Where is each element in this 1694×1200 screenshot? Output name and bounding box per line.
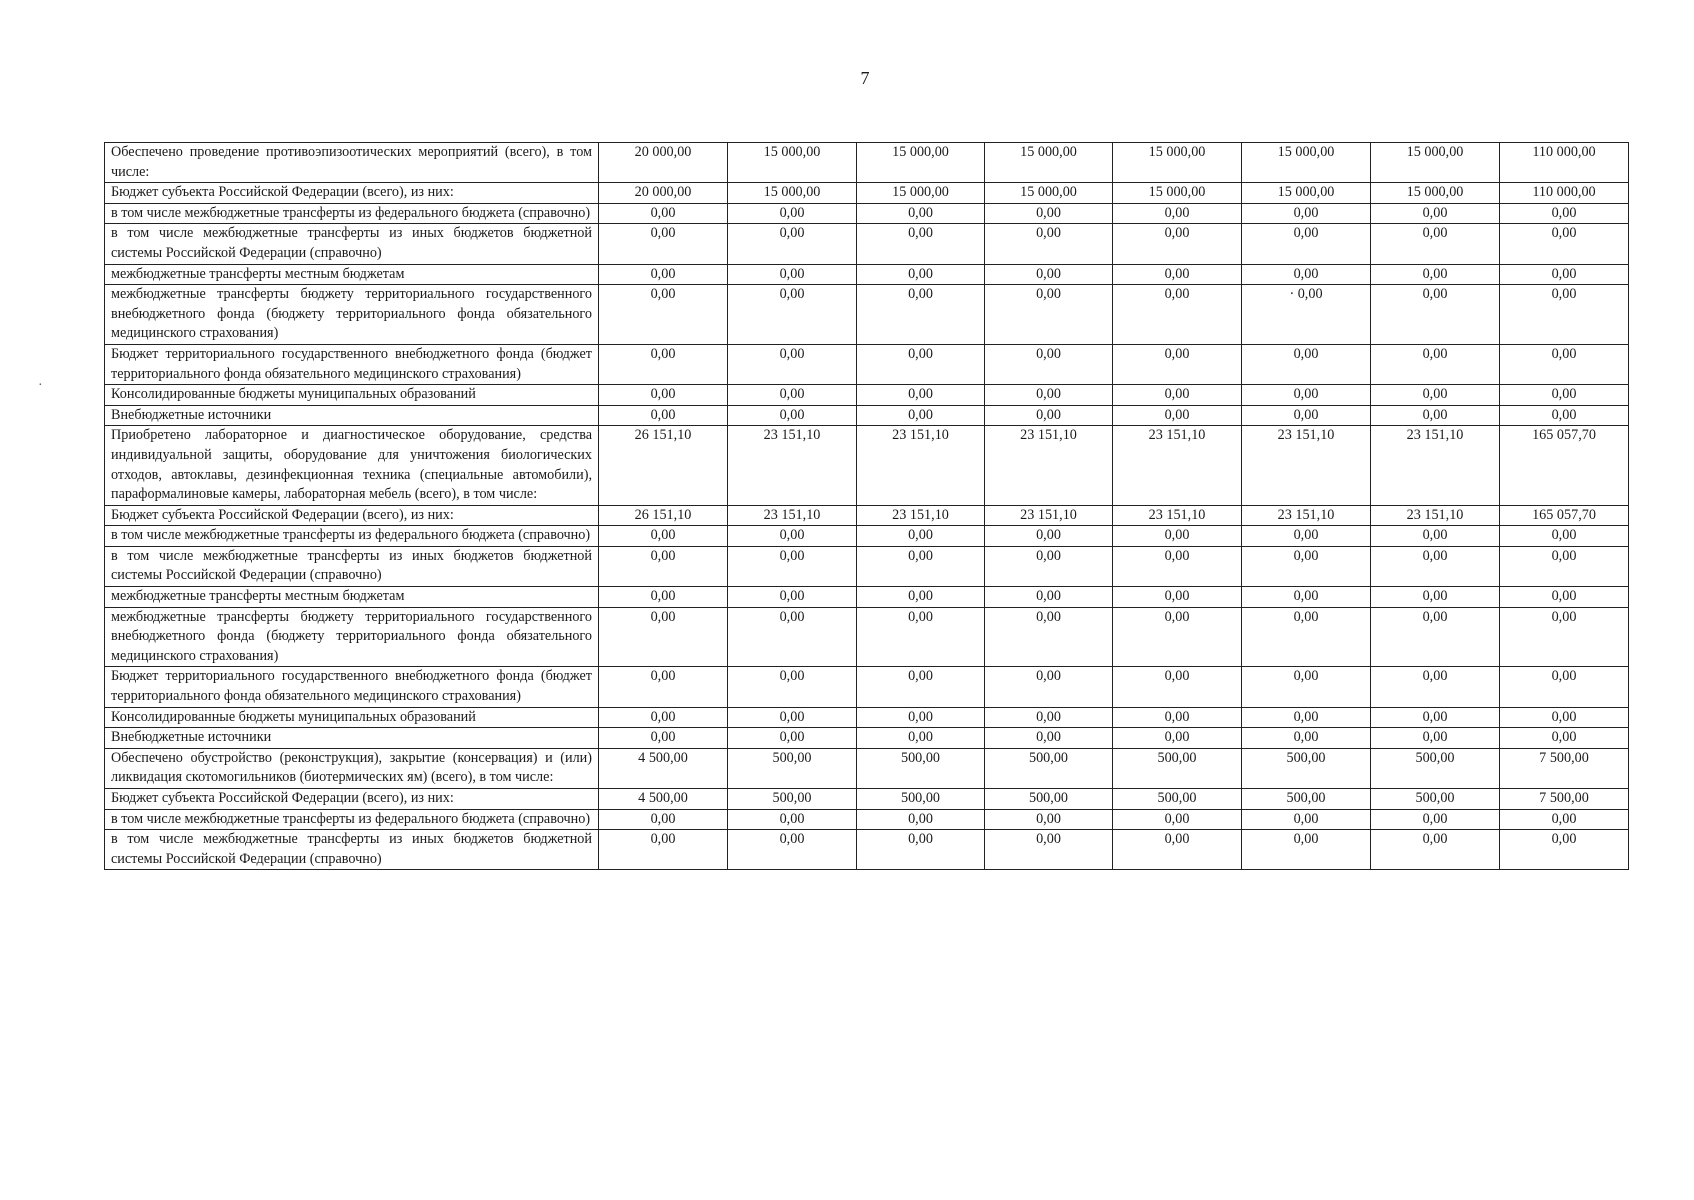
row-label: в том числе межбюджетные трансферты из федерального бюджета (справочно)	[105, 526, 599, 547]
table-row	[105, 789, 1629, 810]
row-year-value: 0,00	[1242, 264, 1371, 285]
table-row	[105, 809, 1629, 830]
row-label: в том числе межбюджетные трансферты из федерального бюджета (справочно)	[105, 809, 599, 830]
row-year-value: 0,00	[857, 728, 985, 749]
row-year-value: 0,00	[728, 405, 857, 426]
row-year-value: 0,00	[599, 830, 728, 870]
row-year-value: 0,00	[728, 607, 857, 667]
row-year-value: 0,00	[1371, 264, 1500, 285]
row-year-value: 0,00	[1371, 728, 1500, 749]
row-total-value: 0,00	[1500, 203, 1629, 224]
row-label: Консолидированные бюджеты муниципальных образований	[105, 385, 599, 406]
row-year-value: 0,00	[728, 264, 857, 285]
row-year-value: 23 151,10	[985, 505, 1113, 526]
row-year-value: 0,00	[1242, 587, 1371, 608]
row-year-value: 0,00	[599, 285, 728, 345]
row-total-value: 110 000,00	[1500, 183, 1629, 204]
row-year-value: 500,00	[857, 789, 985, 810]
row-year-value: 0,00	[985, 607, 1113, 667]
row-total-value: 165 057,70	[1500, 505, 1629, 526]
row-year-value: 15 000,00	[1371, 143, 1500, 183]
row-year-value: 0,00	[1242, 667, 1371, 707]
row-year-value: 23 151,10	[1371, 505, 1500, 526]
row-year-value: 0,00	[857, 224, 985, 264]
table-row	[105, 285, 1629, 345]
row-label: Внебюджетные источники	[105, 728, 599, 749]
row-year-value: 0,00	[857, 526, 985, 547]
row-year-value: 15 000,00	[1113, 143, 1242, 183]
page-number: 7	[860, 68, 870, 88]
row-label: Обеспечено проведение противоэпизоотических мероприятий (всего), в том числе:	[105, 143, 599, 183]
row-year-value: 0,00	[857, 203, 985, 224]
row-total-value: 110 000,00	[1500, 143, 1629, 183]
row-total-value: 0,00	[1500, 285, 1629, 345]
row-total-value: 7 500,00	[1500, 789, 1629, 810]
table-row	[105, 143, 1629, 183]
row-year-value: 0,00	[1242, 707, 1371, 728]
row-year-value: 23 151,10	[1113, 426, 1242, 505]
row-year-value: 0,00	[1113, 830, 1242, 870]
row-year-value: 0,00	[728, 587, 857, 608]
row-label: Бюджет территориального государственного внебюджетного фонда (бюджет территориального фонда обязательного медицинского страхования)	[105, 344, 599, 384]
row-label: Бюджет субъекта Российской Федерации (всего), из них:	[105, 183, 599, 204]
row-year-value: 15 000,00	[728, 183, 857, 204]
row-year-value: 15 000,00	[857, 183, 985, 204]
row-year-value: 4 500,00	[599, 789, 728, 810]
row-label: Бюджет территориального государственного внебюджетного фонда (бюджет территориального фонда обязательного медицинского страхования)	[105, 667, 599, 707]
row-year-value: 0,00	[599, 344, 728, 384]
row-year-value: 0,00	[985, 285, 1113, 345]
row-year-value: 0,00	[985, 344, 1113, 384]
row-year-value: 0,00	[728, 667, 857, 707]
row-year-value: 0,00	[1242, 405, 1371, 426]
row-year-value: 0,00	[1242, 546, 1371, 586]
row-year-value: 0,00	[1113, 707, 1242, 728]
row-year-value: 0,00	[1242, 526, 1371, 547]
row-year-value: 20 000,00	[599, 143, 728, 183]
row-label: межбюджетные трансферты местным бюджетам	[105, 587, 599, 608]
row-year-value: 0,00	[857, 546, 985, 586]
row-year-value: 0,00	[985, 728, 1113, 749]
row-year-value: 0,00	[1113, 546, 1242, 586]
row-year-value: 0,00	[857, 809, 985, 830]
table-row	[105, 667, 1629, 707]
row-year-value: 0,00	[1113, 728, 1242, 749]
row-year-value: 0,00	[728, 707, 857, 728]
row-total-value: 0,00	[1500, 546, 1629, 586]
row-total-value: 0,00	[1500, 728, 1629, 749]
row-year-value: 15 000,00	[857, 143, 985, 183]
row-year-value: 0,00	[1242, 203, 1371, 224]
row-year-value: 0,00	[728, 285, 857, 345]
row-year-value: 0,00	[1113, 344, 1242, 384]
row-year-value: 0,00	[1242, 728, 1371, 749]
row-label: межбюджетные трансферты бюджету территориального государственного внебюджетного фонда (бюджету территориального фонда обязательного медицинского страхования)	[105, 285, 599, 345]
row-label: в том числе межбюджетные трансферты из иных бюджетов бюджетной системы Российской Федерации (справочно)	[105, 830, 599, 870]
row-year-value: 0,00	[1371, 405, 1500, 426]
table-row	[105, 405, 1629, 426]
row-year-value: 0,00	[599, 203, 728, 224]
row-year-value: 0,00	[1113, 203, 1242, 224]
row-year-value: 0,00	[985, 526, 1113, 547]
row-label: межбюджетные трансферты местным бюджетам	[105, 264, 599, 285]
row-year-value: 0,00	[1113, 526, 1242, 547]
row-year-value: 0,00	[728, 344, 857, 384]
row-year-value: 23 151,10	[985, 426, 1113, 505]
row-year-value: 500,00	[1371, 748, 1500, 788]
row-total-value: 7 500,00	[1500, 748, 1629, 788]
row-year-value: 0,00	[1371, 224, 1500, 264]
row-year-value: 500,00	[1242, 748, 1371, 788]
row-total-value: 0,00	[1500, 607, 1629, 667]
row-year-value: 500,00	[1113, 789, 1242, 810]
row-year-value: · 0,00	[1242, 285, 1371, 345]
row-year-value: 0,00	[1371, 546, 1500, 586]
row-year-value: 0,00	[857, 344, 985, 384]
row-total-value: 0,00	[1500, 809, 1629, 830]
row-year-value: 0,00	[1242, 224, 1371, 264]
row-year-value: 0,00	[599, 405, 728, 426]
row-total-value: 0,00	[1500, 707, 1629, 728]
row-year-value: 0,00	[728, 203, 857, 224]
row-total-value: 0,00	[1500, 830, 1629, 870]
row-year-value: 0,00	[1242, 385, 1371, 406]
row-year-value: 0,00	[599, 607, 728, 667]
table-row	[105, 264, 1629, 285]
row-year-value: 26 151,10	[599, 426, 728, 505]
row-label: в том числе межбюджетные трансферты из федерального бюджета (справочно)	[105, 203, 599, 224]
row-year-value: 500,00	[1242, 789, 1371, 810]
row-year-value: 0,00	[985, 405, 1113, 426]
table-row	[105, 748, 1629, 788]
row-label: Обеспечено обустройство (реконструкция), закрытие (консервация) и (или) ликвидация скотомогильников (биотермических ям) (всего), в том числе:	[105, 748, 599, 788]
row-year-value: 0,00	[1113, 667, 1242, 707]
row-year-value: 0,00	[857, 264, 985, 285]
row-label: межбюджетные трансферты бюджету территориального государственного внебюджетного фонда (бюджету территориального фонда обязательного медицинского страхования)	[105, 607, 599, 667]
row-year-value: 0,00	[728, 809, 857, 830]
row-year-value: 23 151,10	[728, 505, 857, 526]
row-year-value: 0,00	[1242, 344, 1371, 384]
row-total-value: 0,00	[1500, 667, 1629, 707]
row-year-value: 0,00	[857, 667, 985, 707]
row-year-value: 0,00	[1113, 809, 1242, 830]
row-label: Внебюджетные источники	[105, 405, 599, 426]
row-year-value: 0,00	[728, 728, 857, 749]
row-year-value: 15 000,00	[1242, 183, 1371, 204]
row-year-value: 0,00	[1371, 607, 1500, 667]
row-year-value: 0,00	[985, 203, 1113, 224]
row-total-value: 0,00	[1500, 405, 1629, 426]
row-year-value: 0,00	[985, 667, 1113, 707]
row-year-value: 0,00	[599, 707, 728, 728]
row-year-value: 15 000,00	[1371, 183, 1500, 204]
row-year-value: 0,00	[857, 587, 985, 608]
row-year-value: 0,00	[599, 667, 728, 707]
row-year-value: 23 151,10	[1242, 505, 1371, 526]
table-row	[105, 546, 1629, 586]
row-year-value: 4 500,00	[599, 748, 728, 788]
row-year-value: 0,00	[1371, 526, 1500, 547]
table-row	[105, 587, 1629, 608]
row-year-value: 0,00	[857, 285, 985, 345]
row-year-value: 0,00	[1371, 203, 1500, 224]
row-label: Приобретено лабораторное и диагностическое оборудование, средства индивидуальной защиты, оборудование для уничтожения биологических отходов, автоклавы, дезинфекционная техника (специальные автомобили), параформалиновые камеры, лабораторная мебель (всего), в том числе:	[105, 426, 599, 505]
row-year-value: 0,00	[1113, 607, 1242, 667]
table-row	[105, 505, 1629, 526]
row-year-value: 0,00	[1371, 344, 1500, 384]
row-year-value: 0,00	[599, 809, 728, 830]
row-year-value: 0,00	[728, 224, 857, 264]
row-year-value: 0,00	[1113, 264, 1242, 285]
row-year-value: 15 000,00	[1242, 143, 1371, 183]
row-label: в том числе межбюджетные трансферты из иных бюджетов бюджетной системы Российской Федерации (справочно)	[105, 546, 599, 586]
row-year-value: 500,00	[985, 748, 1113, 788]
row-total-value: 0,00	[1500, 385, 1629, 406]
row-year-value: 0,00	[1242, 809, 1371, 830]
row-label: в том числе межбюджетные трансферты из иных бюджетов бюджетной системы Российской Федерации (справочно)	[105, 224, 599, 264]
row-year-value: 500,00	[1113, 748, 1242, 788]
row-year-value: 23 151,10	[857, 426, 985, 505]
table-row	[105, 426, 1629, 505]
row-year-value: 0,00	[857, 385, 985, 406]
table-row	[105, 385, 1629, 406]
row-year-value: 23 151,10	[857, 505, 985, 526]
row-year-value: 15 000,00	[1113, 183, 1242, 204]
row-year-value: 0,00	[1371, 667, 1500, 707]
row-year-value: 23 151,10	[728, 426, 857, 505]
table-row	[105, 830, 1629, 870]
row-year-value: 0,00	[1113, 385, 1242, 406]
table-row	[105, 728, 1629, 749]
row-year-value: 23 151,10	[1242, 426, 1371, 505]
row-year-value: 0,00	[985, 385, 1113, 406]
table-body	[105, 143, 1629, 870]
row-label: Бюджет субъекта Российской Федерации (всего), из них:	[105, 789, 599, 810]
row-total-value: 0,00	[1500, 587, 1629, 608]
row-year-value: 0,00	[728, 546, 857, 586]
row-year-value: 0,00	[985, 546, 1113, 586]
table-row	[105, 224, 1629, 264]
row-year-value: 0,00	[857, 607, 985, 667]
row-total-value: 0,00	[1500, 224, 1629, 264]
row-year-value: 0,00	[1113, 405, 1242, 426]
row-total-value: 165 057,70	[1500, 426, 1629, 505]
row-year-value: 26 151,10	[599, 505, 728, 526]
row-year-value: 0,00	[599, 546, 728, 586]
row-year-value: 0,00	[857, 707, 985, 728]
row-year-value: 0,00	[985, 707, 1113, 728]
row-total-value: 0,00	[1500, 264, 1629, 285]
row-year-value: 0,00	[985, 587, 1113, 608]
row-year-value: 0,00	[985, 809, 1113, 830]
table-row	[105, 183, 1629, 204]
row-year-value: 0,00	[1371, 285, 1500, 345]
row-year-value: 15 000,00	[985, 143, 1113, 183]
row-year-value: 500,00	[985, 789, 1113, 810]
row-year-value: 500,00	[857, 748, 985, 788]
row-year-value: 0,00	[1113, 587, 1242, 608]
row-year-value: 0,00	[599, 264, 728, 285]
row-year-value: 0,00	[1242, 830, 1371, 870]
row-year-value: 0,00	[1371, 587, 1500, 608]
row-year-value: 23 151,10	[1371, 426, 1500, 505]
row-year-value: 0,00	[1113, 224, 1242, 264]
row-year-value: 0,00	[1113, 285, 1242, 345]
row-year-value: 0,00	[857, 830, 985, 870]
row-total-value: 0,00	[1500, 344, 1629, 384]
row-year-value: 0,00	[985, 830, 1113, 870]
row-year-value: 0,00	[728, 526, 857, 547]
row-total-value: 0,00	[1500, 526, 1629, 547]
row-year-value: 500,00	[1371, 789, 1500, 810]
row-year-value: 0,00	[985, 224, 1113, 264]
row-year-value: 23 151,10	[1113, 505, 1242, 526]
scan-mark: ·	[38, 378, 43, 393]
row-year-value: 0,00	[599, 728, 728, 749]
row-year-value: 0,00	[599, 385, 728, 406]
row-year-value: 0,00	[1371, 707, 1500, 728]
table-row	[105, 707, 1629, 728]
row-year-value: 0,00	[1371, 830, 1500, 870]
row-year-value: 15 000,00	[728, 143, 857, 183]
row-year-value: 0,00	[599, 526, 728, 547]
table-row	[105, 344, 1629, 384]
row-year-value: 0,00	[599, 224, 728, 264]
table-row	[105, 203, 1629, 224]
row-year-value: 500,00	[728, 789, 857, 810]
row-year-value: 0,00	[985, 264, 1113, 285]
row-year-value: 0,00	[728, 830, 857, 870]
table-row	[105, 526, 1629, 547]
row-year-value: 0,00	[1371, 809, 1500, 830]
row-year-value: 20 000,00	[599, 183, 728, 204]
row-year-value: 500,00	[728, 748, 857, 788]
row-label: Консолидированные бюджеты муниципальных образований	[105, 707, 599, 728]
row-year-value: 0,00	[728, 385, 857, 406]
budget-table	[104, 142, 1629, 870]
row-label: Бюджет субъекта Российской Федерации (всего), из них:	[105, 505, 599, 526]
row-year-value: 0,00	[857, 405, 985, 426]
row-year-value: 0,00	[599, 587, 728, 608]
row-year-value: 0,00	[1242, 607, 1371, 667]
row-year-value: 0,00	[1371, 385, 1500, 406]
table-row	[105, 607, 1629, 667]
row-year-value: 15 000,00	[985, 183, 1113, 204]
